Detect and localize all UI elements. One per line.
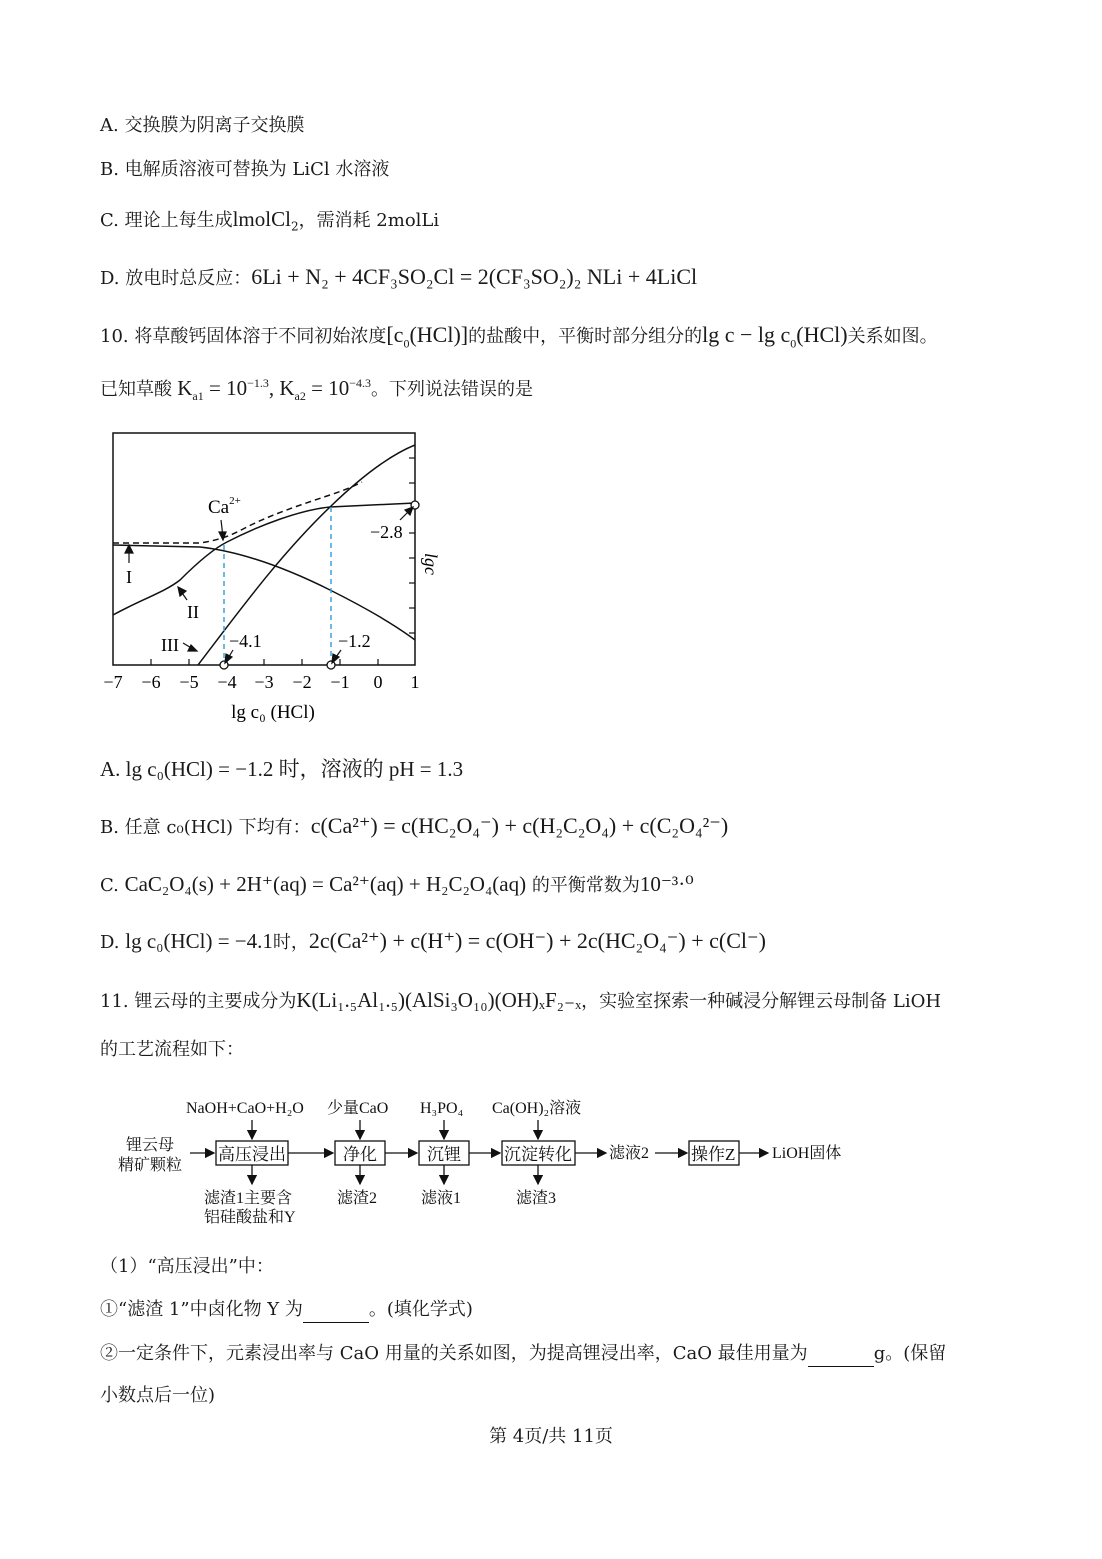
q9-option-c-formula: lmolCl	[232, 207, 291, 231]
q10-chart	[100, 428, 450, 728]
q10-stem-line2: 已知草酸 $K_{a1} = 10^{-1.3}$, $K_{a2} = 10^{-4.3}$。下列说法错误的是	[100, 376, 533, 404]
x-tick-labels	[103, 672, 419, 692]
flow-reagent-3: H₃PO₄	[420, 1100, 464, 1117]
q11-sub1b-prefix: ②一定条件下，元素浸出率与 CaO 用量的关系如图，为提高锂浸出率，CaO 最佳用量为	[100, 1343, 808, 1364]
label-iii: III	[161, 635, 179, 655]
q10-stem-line2-prefix: 已知草酸	[100, 379, 172, 400]
q10-option-c-value: 10⁻³·⁰	[639, 872, 694, 896]
x-tick-label: −1	[330, 672, 350, 692]
flow-input-line2: 精矿颗粒	[118, 1157, 183, 1174]
flow-reagent-1: NaOH+CaO+H₂O	[186, 1100, 304, 1117]
q10-option-c	[100, 872, 694, 898]
q9-option-d-prefix: D. 放电时总反应：	[100, 268, 252, 289]
q10-stem-suffix: 关系如图。	[847, 326, 938, 347]
flow-mid-output: 滤液2	[609, 1145, 650, 1162]
q11-sub1a-suffix: 。(填化学式)	[368, 1299, 473, 1320]
flow-residue-4: 滤渣3	[516, 1190, 557, 1207]
q11-sub1b-suffix: g。(保留	[873, 1343, 947, 1364]
q10-option-c-prefix: C.	[100, 875, 125, 896]
x-tick-label: −6	[141, 672, 161, 692]
page-footer: 第 4页/共 11页	[489, 1426, 613, 1447]
q11-sub1: （1）“高压浸出”中：	[100, 1256, 274, 1277]
q11-stem-suffix: ，实验室探索一种碱浸分解锂云母制备 LiOH	[581, 991, 942, 1012]
q11-sub1a	[100, 1298, 473, 1323]
q9-option-c: C. 理论上每生成lmolCl$_2$，需消耗 2molLi	[100, 207, 440, 234]
flow-input-line1: 锂云母	[126, 1137, 175, 1154]
flow-residue-1b: 铝硅酸盐和Y	[204, 1209, 296, 1226]
q11-flow-diagram	[110, 1092, 860, 1232]
q11-sub1a-prefix: ①“滤渣 1”中卤化物 Y 为	[100, 1299, 303, 1320]
q10-option-d-eq2: 2c(Ca²⁺) + c(H⁺) = c(OH⁻) + 2c(HC₂O₄⁻) + c(Cl⁻)	[308, 928, 766, 953]
flow-residue-1a: 滤渣1主要含	[204, 1190, 293, 1207]
x-tick-label: −5	[179, 672, 199, 692]
flow-step-2: 净化	[343, 1145, 377, 1164]
q10-stem-mid: 的盐酸中，平衡时部分组分的	[468, 326, 703, 347]
q10-option-b	[100, 814, 728, 840]
q9-option-d	[100, 265, 697, 291]
flow-step-1: 高压浸出	[218, 1145, 286, 1164]
q10-stem-line2-suffix: 。下列说法错误的是	[371, 379, 533, 400]
q10-option-a-text: A. lg c₀(HCl) = −1.2 时，溶液的 pH = 1.3	[100, 757, 464, 781]
answer-blank-cao[interactable]	[808, 1342, 874, 1367]
flow-reagent-2: 少量CaO	[327, 1100, 389, 1117]
q10-stem-line1: 10. 将草酸钙固体溶于不同初始浓度$[c_0(HCl)]$的盐酸中，平衡时部分组分的$\lg c - \lg c_0(HCl)$关系如图。	[100, 322, 938, 351]
flow-residue-2: 滤渣2	[337, 1190, 378, 1207]
q10-option-d	[100, 929, 766, 955]
q10-option-c-eq: CaC₂O₄(s) + 2H⁺(aq) = Ca²⁺(aq) + H₂C₂O₄(aq)	[124, 872, 527, 896]
x-tick-label: −2	[292, 672, 312, 692]
q11-sub1b-line2: 小数点后一位)	[100, 1385, 216, 1406]
flow-step-5: 操作Z	[691, 1145, 736, 1164]
q9-option-c-prefix: C. 理论上每生成	[100, 210, 233, 231]
flow-reagent-4: Ca(OH)₂溶液	[492, 1100, 582, 1117]
x-tick-label: −4	[217, 672, 237, 692]
x-axis-label: lg c₀ (HCl)	[231, 702, 315, 723]
q10-stem-prefix: 10. 将草酸钙固体溶于不同初始浓度	[100, 326, 387, 347]
flow-step-3: 沉锂	[427, 1145, 461, 1164]
q11-sub1b	[100, 1342, 946, 1367]
annotation-neg4-1: −4.1	[229, 631, 262, 651]
q9-option-b: B. 电解质溶液可替换为 LiCl 水溶液	[100, 159, 390, 180]
q11-stem-prefix: 11. 锂云母的主要成分为	[100, 991, 297, 1012]
q9-option-c-suffix: ，需消耗 2molLi	[298, 210, 440, 231]
x-tick-label: −7	[103, 672, 123, 692]
flow-product: LiOH固体	[772, 1145, 842, 1162]
flow-residue-3: 滤液1	[421, 1190, 462, 1207]
q10-option-d-mid: 时，	[272, 932, 309, 953]
x-tick-label: 0	[373, 672, 383, 692]
q11-stem-line2: 的工艺流程如下：	[100, 1039, 244, 1060]
q10-option-a	[100, 757, 463, 783]
annotation-neg2-8: −2.8	[370, 522, 403, 542]
q10-option-b-eq: c(Ca²⁺) = c(HC₂O₄⁻) + c(H₂C₂O₄) + c(C₂O₄²⁻)	[310, 813, 729, 838]
q10-option-d-eq1: lg c₀(HCl) = −4.1	[125, 929, 273, 953]
label-ca: $Ca^{2+}$	[208, 495, 241, 518]
answer-blank-y[interactable]	[303, 1298, 369, 1323]
q11-stem-line1	[100, 988, 941, 1014]
annotation-neg1-2: −1.2	[338, 631, 371, 651]
x-tick-label: 1	[410, 672, 420, 692]
q10-option-b-prefix: B. 任意 c₀(HCl) 下均有：	[100, 817, 311, 838]
q9-option-d-formula: 6Li + N₂ + 4CF₃SO₂Cl = 2(CF₃SO₂)₂ NLi + 4LiCl	[251, 264, 698, 289]
q11-formula: K(Li₁.₅Al₁.₅)(AlSi₃O₁₀)(OH)ₓF₂₋ₓ	[296, 988, 582, 1012]
label-i: I	[126, 567, 132, 587]
flow-step-4: 沉淀转化	[504, 1145, 572, 1164]
x-tick-label: −3	[254, 672, 274, 692]
q9-option-a: A. 交换膜为阴离子交换膜	[100, 115, 305, 136]
q10-option-c-mid: 的平衡常数为	[526, 875, 640, 896]
label-ii: II	[187, 602, 199, 622]
y-axis-label: lgc	[421, 553, 441, 575]
q10-option-d-prefix: D.	[100, 932, 126, 953]
